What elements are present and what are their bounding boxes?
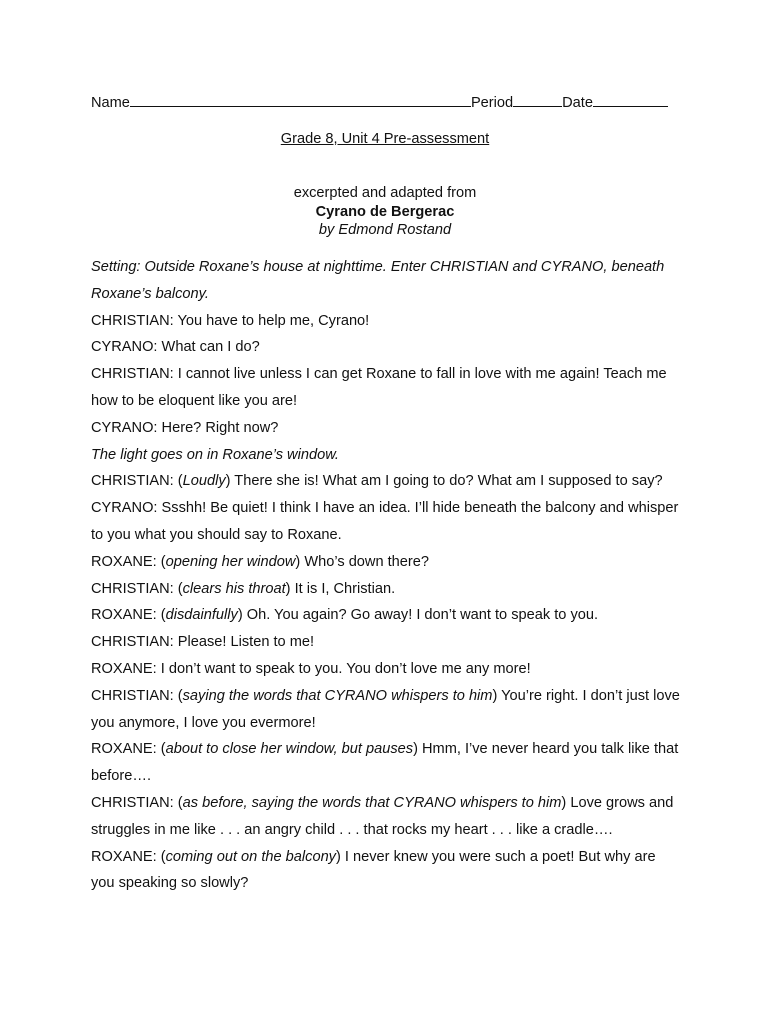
line-text: Hmm, I’ve never heard you talk like that before…. bbox=[91, 741, 679, 785]
dialogue-line bbox=[91, 361, 681, 415]
period-label: Period bbox=[470, 95, 514, 111]
dialogue-line: ROXANE: (coming out on the balcony) I never knew you were such a poet! But why are you speaking so slowly? bbox=[91, 848, 656, 892]
date-blank[interactable] bbox=[593, 94, 668, 107]
dialogue-line bbox=[91, 495, 681, 549]
speaker: ROXANE: bbox=[91, 741, 157, 758]
line-text: Ssshh! Be quiet! I think I have an idea. I’ll hide beneath the balcony and whisper to you what you should say to Roxane. bbox=[91, 500, 679, 543]
dialogue-line bbox=[91, 656, 681, 683]
speaker: ROXANE: bbox=[91, 848, 157, 865]
dialogue-line: ROXANE: (opening her window) Who’s down there? bbox=[91, 553, 430, 570]
parenthetical-direction: opening her window bbox=[165, 553, 296, 570]
line-text: I don’t want to speak to you. You don’t love me any more! bbox=[156, 660, 531, 677]
date-label: Date bbox=[562, 95, 593, 111]
line-text: Oh. You again? Go away! I don’t want to speak to you. bbox=[242, 607, 599, 624]
speaker: CHRISTIAN: bbox=[91, 366, 174, 383]
speaker: CHRISTIAN: bbox=[91, 794, 174, 811]
student-info-line bbox=[91, 94, 681, 112]
dialogue-line: CHRISTIAN: (as before, saying the words that CYRANO whispers to him) Love grows and struggles in me like . . . an angry child . . . that rocks my heart . . . like a cradle…. bbox=[91, 794, 674, 838]
dialogue-line: ROXANE: (disdainfully) Oh. You again? Go away! I don’t want to speak to you. bbox=[91, 607, 599, 624]
parenthetical-direction: clears his throat bbox=[182, 580, 286, 597]
dialogue-line bbox=[91, 629, 681, 656]
speaker: CYRANO: bbox=[91, 419, 158, 436]
setting-direction: Setting: Outside Roxane’s house at nighttime. Enter CHRISTIAN and CYRANO, beneath Roxane’s balcony. bbox=[91, 259, 665, 302]
speaker: CHRISTIAN: bbox=[91, 580, 174, 597]
line-text: You’re right. I don’t just love you anymore, I love you evermore! bbox=[91, 687, 680, 731]
parenthetical-direction: as before, saying the words that CYRANO whispers to him bbox=[182, 794, 562, 811]
speaker: CHRISTIAN: bbox=[91, 634, 174, 651]
name-blank[interactable] bbox=[130, 94, 471, 107]
dialogue-line: CHRISTIAN: (saying the words that CYRANO whispers to him) You’re right. I don’t just love you anymore, I love you evermore! bbox=[91, 687, 680, 731]
speaker: CHRISTIAN: bbox=[91, 312, 174, 329]
parenthetical-direction: about to close her window, but pauses bbox=[165, 741, 414, 758]
parenthetical-direction: coming out on the balcony bbox=[165, 848, 336, 865]
speaker: CHRISTIAN: bbox=[91, 473, 174, 490]
speaker: ROXANE: bbox=[91, 607, 157, 624]
attribution-intro: excerpted and adapted from bbox=[293, 185, 477, 201]
period-blank[interactable] bbox=[513, 94, 562, 107]
dialogue-line bbox=[91, 308, 681, 335]
dialogue-line: CHRISTIAN: (Loudly) There she is! What am I going to do? What am I supposed to say? bbox=[91, 473, 663, 490]
parenthetical-direction: disdainfully bbox=[165, 607, 238, 624]
line-text: Here? Right now? bbox=[157, 419, 279, 436]
dialogue-line bbox=[91, 334, 681, 361]
line-text: What can I do? bbox=[157, 339, 260, 356]
speaker: CHRISTIAN: bbox=[91, 687, 174, 704]
line-text: You have to help me, Cyrano! bbox=[173, 312, 370, 329]
speaker: ROXANE: bbox=[91, 660, 157, 677]
play-author: by Edmond Rostand bbox=[318, 222, 452, 238]
dialogue-line: CHRISTIAN: (clears his throat) It is I, Christian. bbox=[91, 580, 396, 597]
attribution bbox=[0, 184, 770, 240]
dialogue-line bbox=[91, 415, 681, 442]
parenthetical-direction: saying the words that CYRANO whispers to him bbox=[182, 687, 493, 704]
line-text: Who’s down there? bbox=[300, 553, 430, 570]
parenthetical-direction: Loudly bbox=[182, 473, 226, 490]
stage-direction: The light goes on in Roxane’s window. bbox=[91, 446, 339, 463]
name-label: Name bbox=[91, 95, 130, 111]
speaker: CYRANO: bbox=[91, 500, 158, 517]
line-text: I never knew you were such a poet! But why are you speaking so slowly? bbox=[91, 848, 656, 892]
line-text: Love grows and struggles in me like . . . an angry child . . . that rocks my heart . . . like a cradle…. bbox=[91, 794, 674, 838]
speaker: CYRANO: bbox=[91, 339, 158, 356]
play-title: Cyrano de Bergerac bbox=[315, 203, 455, 220]
script-excerpt bbox=[91, 254, 681, 897]
line-text: There she is! What am I going to do? What am I supposed to say? bbox=[230, 473, 663, 490]
line-text: Please! Listen to me! bbox=[173, 634, 315, 651]
line-text: It is I, Christian. bbox=[290, 580, 396, 597]
dialogue-line: ROXANE: (about to close her window, but pauses) Hmm, I’ve never heard you talk like that before…. bbox=[91, 741, 679, 785]
speaker: ROXANE: bbox=[91, 553, 157, 570]
page-title: Grade 8, Unit 4 Pre-assessment bbox=[280, 131, 490, 147]
line-text: I cannot live unless I can get Roxane to fall in love with me again! Teach me how to be eloquent like you are! bbox=[91, 366, 667, 409]
